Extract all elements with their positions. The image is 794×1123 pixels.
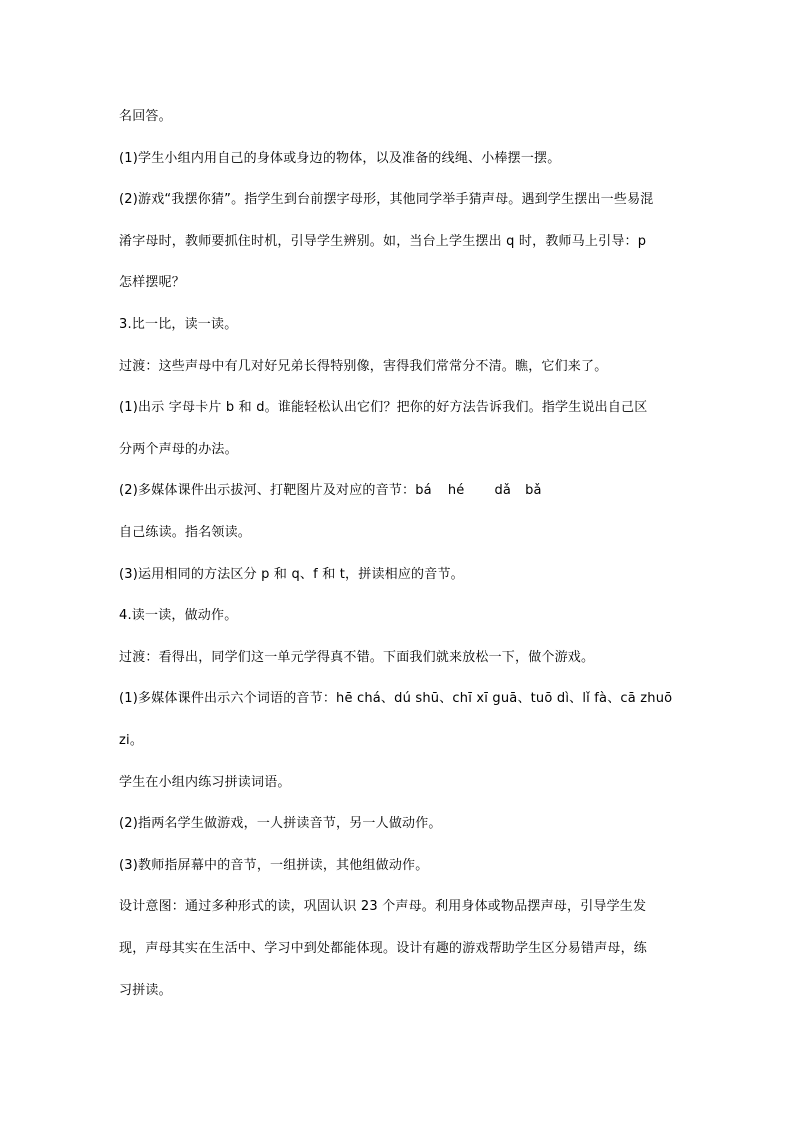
pinyin-line-prefix: (2)多媒体课件出示拔河、打靶图片及对应的音节：bá: [119, 483, 432, 498]
text-line: zi。: [119, 733, 144, 748]
text-line: (2)游戏“我摆你猜”。指学生到台前摆字母形，其他同学举手猜声母。遇到学生摆出一些易混: [119, 192, 654, 207]
text-line: 学生在小组内练习拼读词语。: [119, 775, 291, 790]
text-line: 现，声母其实在生活中、学习中到处都能体现。设计有趣的游戏帮助学生区分易错声母，练: [119, 941, 648, 956]
section-heading: 4.读一读，做动作。: [119, 608, 238, 623]
section-heading: 3.比一比，读一读。: [119, 317, 238, 332]
text-line: 怎样摆呢？: [119, 275, 186, 290]
text-line: (1)学生小组内用自己的身体或身边的物体，以及准备的线绳、小棒摆一摆。: [119, 151, 561, 166]
text-line: 过渡：这些声母中有几对好兄弟长得特别像，害得我们常常分不清。瞧，它们来了。: [119, 359, 608, 374]
text-line: 过渡：看得出，同学们这一单元学得真不错。下面我们就来放松一下，做个游戏。: [119, 650, 595, 665]
text-line: (3)运用相同的方法区分 p 和 q、f 和 t，拼读相应的音节。: [119, 567, 464, 582]
text-line: (3)教师指屏幕中的音节，一组拼读，其他组做动作。: [119, 858, 429, 873]
text-line: 设计意图：通过多种形式的读，巩固认识 23 个声母。利用身体或物品摆声母，引导学生发: [119, 899, 647, 914]
text-line: 自己练读。指名领读。: [119, 525, 252, 540]
pinyin-syllable: dǎ: [494, 483, 512, 498]
pinyin-text-line: [119, 483, 679, 499]
text-line: 名回答。: [119, 109, 172, 124]
pinyin-syllable: bǎ: [525, 483, 542, 498]
text-line: 淆字母时，教师要抓住时机，引导学生辨别。如，当台上学生摆出 q 时，教师马上引导：p: [119, 234, 647, 249]
text-line: 习拼读。: [119, 983, 172, 998]
text-line: 分两个声母的办法。: [119, 442, 238, 457]
text-line: (2)指两名学生做游戏，一人拼读音节，另一人做动作。: [119, 816, 442, 831]
text-line: (1)多媒体课件出示六个词语的音节：hē chá、dú shū、chī xī guā、tuō dì、lǐ fà、cā zhuō: [119, 691, 673, 706]
text-line: (1)出示 字母卡片 b 和 d。谁能轻松认出它们？把你的好方法告诉我们。指学生说出自己区: [119, 400, 648, 415]
pinyin-syllable: hé: [447, 483, 465, 498]
